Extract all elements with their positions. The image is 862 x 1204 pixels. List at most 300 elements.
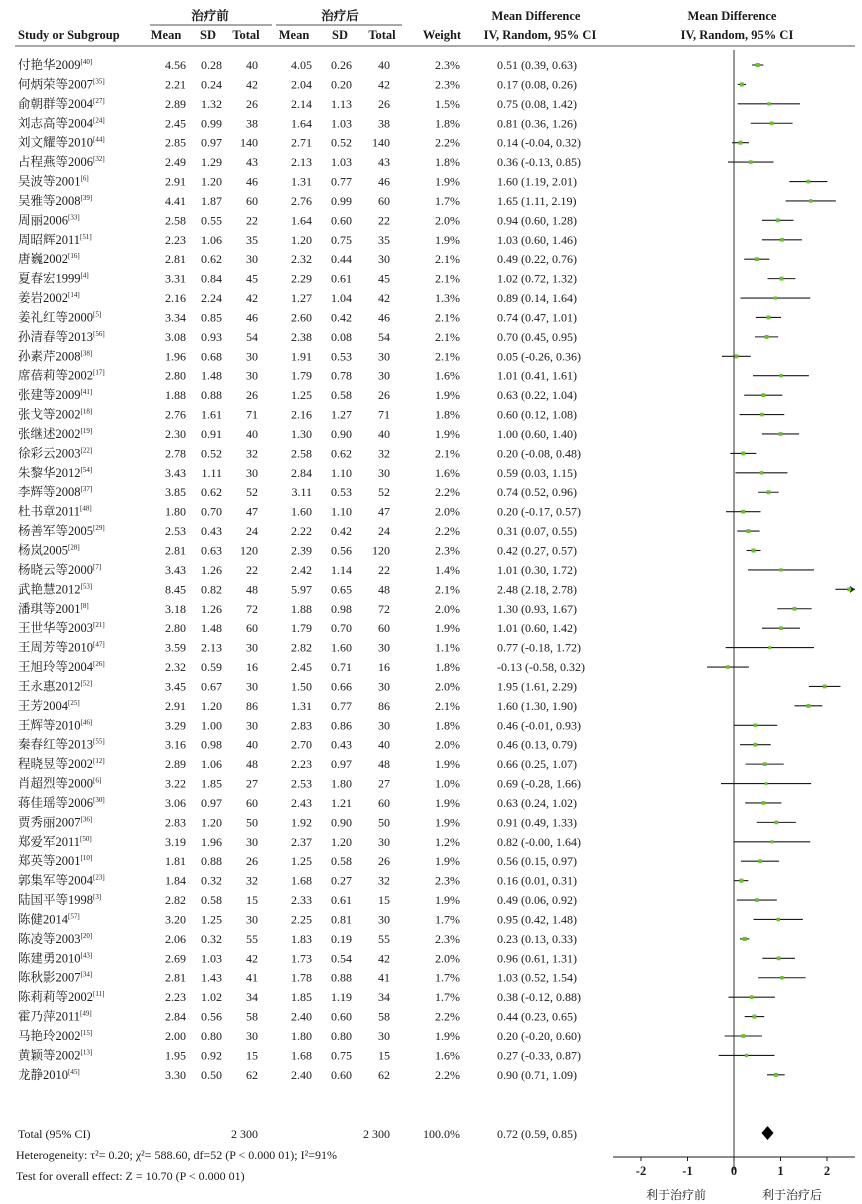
exp-mean: 2.83 — [165, 815, 186, 830]
weight: 1.0% — [435, 776, 460, 791]
study-name-text: 王旭玲等2004 — [18, 660, 94, 675]
total-label: Total (95% CI) — [18, 1127, 91, 1141]
point-estimate — [761, 801, 765, 805]
exp-mean: 2.82 — [165, 893, 186, 908]
exp-total: 38 — [246, 116, 258, 131]
ctrl-total: 60 — [378, 193, 390, 208]
ctrl-mean: 1.88 — [291, 601, 312, 616]
md-ci: 1.03 (0.60, 1.46) — [497, 232, 577, 247]
study-name — [18, 970, 92, 985]
weight: 1.9% — [435, 388, 460, 403]
ctrl-mean: 2.76 — [291, 193, 312, 208]
ctrl-mean: 2.04 — [291, 77, 312, 92]
ctrl-total: 30 — [378, 912, 390, 927]
exp-total: 26 — [246, 96, 258, 111]
ctrl-sd: 0.27 — [331, 873, 352, 888]
md-ci: 0.51 (0.39, 0.63) — [497, 58, 577, 72]
weight: 1.7% — [435, 193, 460, 208]
exp-sd: 0.92 — [201, 1048, 222, 1063]
point-estimate — [770, 121, 774, 125]
study-name — [18, 950, 92, 965]
table-row — [18, 484, 577, 499]
exp-sd: 0.67 — [201, 679, 222, 694]
ctrl-total: 46 — [378, 310, 390, 325]
point-estimate — [741, 451, 745, 455]
weight: 1.6% — [435, 465, 460, 480]
exp-sd: 1.20 — [201, 815, 222, 830]
study-ref: [28] — [68, 543, 80, 552]
weight: 1.9% — [435, 893, 460, 908]
ctrl-sd: 0.60 — [331, 1067, 352, 1082]
ctrl-sd: 0.66 — [331, 679, 352, 694]
table-row — [18, 892, 577, 907]
md-ci: 0.14 (-0.04, 0.32) — [497, 135, 581, 150]
study-name-text: 孙素芹2008 — [18, 349, 81, 364]
study-name-text: 武艳慧2012 — [18, 582, 81, 597]
exp-mean: 2.89 — [165, 757, 186, 772]
ctrl-mean: 1.64 — [291, 213, 312, 228]
table-row — [18, 523, 577, 538]
table-row — [18, 853, 577, 868]
ctrl-mean: 2.58 — [291, 446, 312, 461]
point-estimate — [767, 102, 770, 105]
study-ref: [12] — [93, 757, 105, 766]
study-ref: [51] — [80, 232, 92, 241]
ctrl-sd: 1.03 — [331, 155, 352, 170]
weight: 2.2% — [435, 1067, 460, 1082]
weight: 2.0% — [435, 601, 460, 616]
total-n1: 2 300 — [231, 1127, 258, 1141]
exp-mean: 2.81 — [165, 252, 186, 267]
exp-mean: 3.19 — [165, 834, 186, 849]
md-ci: 0.82 (-0.00, 1.64) — [497, 834, 581, 849]
study-name-text: 马艳玲2002 — [18, 1029, 81, 1043]
exp-mean: 3.06 — [165, 795, 186, 810]
exp-sd: 1.20 — [201, 698, 222, 713]
exp-sd: 1.03 — [201, 951, 222, 966]
exp-mean: 3.59 — [165, 640, 186, 655]
weight: 2.2% — [435, 524, 460, 539]
mean2-header: Mean — [278, 28, 310, 42]
ctrl-total: 27 — [378, 776, 390, 791]
md-ci: 0.66 (0.25, 1.07) — [497, 757, 577, 772]
study-name-text: 杨晓云等2000 — [18, 562, 94, 577]
group-ctrl-header: 治疗后 — [321, 9, 359, 23]
point-estimate — [739, 141, 743, 145]
study-name — [18, 57, 92, 72]
exp-total: 26 — [246, 388, 258, 403]
exp-mean: 3.08 — [165, 329, 186, 344]
ctrl-sd: 0.80 — [331, 1029, 352, 1043]
exp-mean: 1.84 — [165, 873, 186, 888]
weight: 1.8% — [435, 116, 460, 131]
weight: 1.9% — [435, 1029, 460, 1043]
ctrl-sd: 0.71 — [331, 660, 352, 675]
exp-sd: 1.48 — [201, 368, 222, 383]
study-name-text: 王周芳等2010 — [18, 640, 94, 655]
point-estimate — [779, 568, 782, 571]
x-tick-label: -1 — [682, 1164, 693, 1178]
exp-mean: 2.23 — [165, 232, 186, 247]
exp-mean: 2.80 — [165, 368, 186, 383]
table-row — [18, 76, 577, 91]
exp-total: 72 — [246, 601, 258, 616]
study-ref: [17] — [93, 368, 105, 377]
study-name-text: 张戈等2002 — [18, 407, 81, 422]
ctrl-sd: 0.60 — [331, 213, 352, 228]
exp-total: 30 — [246, 718, 258, 733]
table-row — [18, 193, 577, 208]
study-ref: [38] — [80, 349, 93, 358]
point-estimate — [765, 335, 769, 339]
study-name — [18, 446, 92, 460]
x-tick-label: 2 — [823, 1164, 831, 1178]
ctrl-sd: 0.65 — [331, 582, 352, 597]
exp-sd: 0.63 — [201, 543, 222, 558]
ctrl-mean: 2.43 — [291, 795, 312, 810]
point-estimate — [755, 898, 759, 902]
ctrl-total: 30 — [378, 349, 390, 364]
study-name-text: 陈莉莉等2002 — [18, 990, 94, 1005]
ctrl-sd: 0.52 — [331, 135, 352, 150]
exp-sd: 1.06 — [201, 757, 222, 772]
exp-sd: 0.50 — [201, 1067, 222, 1082]
md-ci: 0.27 (-0.33, 0.87) — [497, 1048, 581, 1063]
ctrl-total: 35 — [378, 232, 390, 247]
exp-total: 42 — [246, 77, 258, 92]
exp-total: 26 — [246, 854, 258, 869]
table-row — [18, 57, 577, 72]
point-estimate — [726, 665, 730, 669]
study-name-text: 王芳2004 — [18, 698, 69, 713]
md-ci: 1.01 (0.60, 1.42) — [497, 621, 577, 636]
md-ci: 0.49 (0.22, 0.76) — [497, 252, 577, 267]
point-estimate — [780, 976, 784, 980]
exp-mean: 8.45 — [165, 582, 186, 597]
ctrl-sd: 0.97 — [331, 757, 352, 772]
ctrl-total: 41 — [378, 970, 390, 985]
study-name — [18, 543, 80, 558]
study-ref: [55] — [93, 737, 105, 746]
weight: 1.8% — [435, 155, 460, 170]
exp-total: 60 — [246, 621, 258, 636]
exp-total: 71 — [246, 407, 258, 422]
weight: 1.9% — [435, 757, 460, 772]
exp-total: 140 — [240, 135, 258, 150]
exp-total: 40 — [246, 737, 258, 752]
point-estimate — [766, 316, 770, 320]
table-row — [18, 1047, 581, 1062]
exp-total: 62 — [246, 1067, 258, 1082]
ctrl-total: 52 — [378, 485, 390, 500]
ctrl-total: 140 — [372, 135, 390, 150]
study-name — [18, 738, 105, 752]
weight-header: Weight — [422, 28, 462, 42]
exp-sd: 0.24 — [201, 77, 222, 92]
md-ci: 1.95 (1.61, 2.29) — [497, 679, 577, 694]
study-name — [18, 892, 101, 907]
exp-total: 47 — [246, 504, 258, 519]
point-estimate — [760, 413, 764, 417]
exp-mean: 2.00 — [165, 1029, 186, 1043]
ctrl-mean: 5.97 — [291, 582, 312, 597]
study-name — [18, 911, 80, 926]
table-row — [18, 348, 581, 363]
ctrl-mean: 1.83 — [291, 931, 312, 946]
exp-mean: 2.16 — [165, 291, 186, 306]
exp-sd: 1.06 — [201, 232, 222, 247]
exp-total: 30 — [246, 912, 258, 927]
ctrl-mean: 2.71 — [291, 135, 312, 150]
study-name — [18, 523, 105, 538]
ctrl-mean: 1.68 — [291, 873, 312, 888]
md-ci: 0.81 (0.36, 1.26) — [497, 116, 577, 131]
study-ref: [8] — [80, 601, 89, 610]
ctrl-total: 48 — [378, 582, 390, 597]
study-name-text: 朱黎华2012 — [18, 465, 81, 480]
md-ci: 1.60 (1.19, 2.01) — [497, 174, 577, 189]
study-ref: [57] — [68, 912, 80, 921]
study-ref: [41] — [80, 388, 93, 397]
md-ci: 1.60 (1.30, 1.90) — [497, 698, 577, 713]
weight: 2.0% — [435, 504, 460, 519]
point-estimate — [755, 257, 759, 261]
ctrl-total: 50 — [378, 815, 390, 830]
exp-sd: 0.82 — [201, 582, 222, 597]
study-ref: [33] — [68, 213, 80, 222]
ctrl-total: 26 — [378, 96, 390, 111]
point-estimate — [739, 879, 743, 883]
exp-sd: 1.25 — [201, 912, 222, 927]
ctrl-total: 26 — [378, 388, 390, 403]
table-row — [18, 581, 577, 596]
ctrl-mean: 3.11 — [291, 485, 312, 500]
exp-total: 42 — [246, 951, 258, 966]
weight: 2.2% — [435, 485, 460, 500]
weight: 1.7% — [435, 990, 460, 1005]
exp-total: 22 — [246, 562, 258, 577]
ctrl-total: 34 — [378, 990, 390, 1005]
table-row — [18, 232, 577, 247]
exp-total: 50 — [246, 815, 258, 830]
study-name-text: 王辉等2010 — [18, 718, 81, 733]
weight: 1.9% — [435, 854, 460, 869]
x-tick-label: 1 — [777, 1164, 784, 1178]
total-ci: 0.72 (0.59, 0.85) — [497, 1127, 577, 1141]
study-name — [18, 251, 80, 266]
table-row — [18, 446, 581, 460]
table-row — [18, 407, 577, 422]
point-estimate — [734, 354, 738, 358]
md-ci: 0.20 (-0.20, 0.60) — [497, 1029, 581, 1043]
table-row — [18, 834, 581, 849]
ctrl-total: 32 — [378, 446, 390, 461]
study-ref: [27] — [93, 96, 105, 105]
study-name-text: 杨善军等2005 — [18, 524, 94, 539]
study-name-text: 黄颖等2002 — [18, 1048, 81, 1063]
md-ci: 0.38 (-0.12, 0.88) — [497, 990, 581, 1005]
study-col-header: Study or Subgroup — [18, 28, 120, 42]
exp-total: 45 — [246, 271, 258, 286]
x-tick-label: -2 — [635, 1164, 647, 1178]
exp-mean: 2.78 — [165, 446, 186, 461]
study-ref: [24] — [93, 116, 105, 125]
md-ci: 1.00 (0.60, 1.40) — [497, 426, 577, 441]
total1-header: Total — [232, 28, 260, 42]
md-ci: 0.59 (0.03, 1.15) — [497, 465, 577, 480]
point-estimate — [745, 1054, 748, 1057]
ctrl-sd: 1.21 — [331, 795, 352, 810]
ctrl-total: 30 — [378, 465, 390, 480]
ctrl-total: 62 — [378, 1067, 390, 1082]
study-ref: [25] — [68, 698, 80, 707]
md-ci: 0.31 (0.07, 0.55) — [497, 524, 577, 539]
ctrl-total: 26 — [378, 854, 390, 869]
table-row — [18, 329, 577, 344]
exp-sd: 1.20 — [201, 174, 222, 189]
weight: 2.3% — [435, 543, 460, 558]
exp-mean: 2.58 — [165, 213, 186, 228]
exp-mean: 2.32 — [165, 660, 186, 675]
ctrl-mean: 2.70 — [291, 737, 312, 752]
study-ref: [15] — [80, 1029, 93, 1037]
study-ref: [3] — [93, 893, 102, 902]
md-ci: 0.90 (0.71, 1.09) — [497, 1067, 577, 1082]
ctrl-total: 22 — [378, 213, 390, 228]
study-ref: [39] — [80, 193, 93, 202]
ctrl-mean: 2.32 — [291, 252, 312, 267]
ctrl-sd: 0.53 — [331, 485, 352, 500]
point-estimate — [809, 199, 813, 203]
study-ref: [30] — [93, 795, 105, 804]
exp-total: 46 — [246, 310, 258, 325]
weight: 1.9% — [435, 426, 460, 441]
weight: 2.2% — [435, 135, 460, 150]
ctrl-mean: 1.78 — [291, 970, 312, 985]
pooled-diamond — [761, 1126, 773, 1140]
ctrl-mean: 2.53 — [291, 776, 312, 791]
study-ref: [47] — [93, 640, 105, 649]
study-name-text: 付艳华2009 — [18, 58, 81, 72]
ctrl-sd: 0.77 — [331, 174, 352, 189]
point-estimate — [761, 393, 765, 397]
ctrl-sd: 0.53 — [331, 349, 352, 364]
point-estimate — [776, 218, 780, 222]
exp-total: 15 — [246, 1048, 258, 1063]
exp-sd: 0.28 — [201, 58, 222, 72]
study-ref: [6] — [93, 776, 102, 785]
exp-total: 35 — [246, 232, 258, 247]
ctrl-total: 16 — [378, 660, 390, 675]
ctrl-total: 58 — [378, 1009, 390, 1024]
exp-sd: 0.84 — [201, 271, 222, 286]
md-ci: 0.20 (-0.08, 0.48) — [497, 446, 581, 461]
study-name — [18, 484, 92, 499]
ctrl-total: 86 — [378, 698, 390, 713]
table-row — [18, 950, 577, 965]
weight: 2.3% — [435, 931, 460, 946]
md-ci: 1.02 (0.72, 1.32) — [497, 271, 577, 286]
exp-sd: 1.96 — [201, 834, 222, 849]
weight: 2.1% — [435, 349, 460, 364]
ctrl-sd: 0.98 — [331, 601, 352, 616]
table-row — [18, 272, 577, 286]
exp-total: 30 — [246, 465, 258, 480]
study-name-text: 郑爱军2011 — [18, 834, 81, 849]
table-row — [18, 426, 577, 441]
md-sub-header: IV, Random, 95% CI — [483, 28, 597, 42]
exp-sd: 1.48 — [201, 621, 222, 636]
ctrl-sd: 0.58 — [331, 854, 352, 869]
ctrl-total: 42 — [378, 77, 390, 92]
ctrl-mean: 2.42 — [291, 562, 312, 577]
exp-mean: 2.23 — [165, 990, 186, 1005]
ctrl-sd: 0.44 — [331, 252, 352, 267]
exp-mean: 2.91 — [165, 698, 186, 713]
ctrl-total: 22 — [378, 562, 390, 577]
weight: 1.2% — [435, 834, 460, 849]
md-ci: 0.16 (0.01, 0.31) — [497, 873, 577, 888]
ctrl-sd: 0.86 — [331, 718, 352, 733]
ctrl-mean: 1.27 — [291, 291, 312, 306]
ctrl-sd: 0.75 — [331, 1048, 352, 1063]
study-ref: [23] — [93, 873, 105, 882]
ctrl-mean: 2.16 — [291, 407, 312, 422]
study-ref: [54] — [80, 465, 93, 474]
ctrl-total: 54 — [378, 329, 390, 344]
exp-mean: 2.49 — [165, 155, 186, 170]
exp-sd: 0.68 — [201, 349, 222, 364]
ctrl-total: 48 — [378, 757, 390, 772]
ctrl-sd: 0.42 — [331, 310, 352, 325]
exp-mean: 3.18 — [165, 601, 186, 616]
study-name-text: 李辉等2008 — [18, 485, 81, 500]
ctrl-total: 30 — [378, 368, 390, 383]
study-ref: [16] — [68, 252, 80, 261]
ctrl-total: 15 — [378, 893, 390, 908]
ctrl-mean: 2.45 — [291, 660, 312, 675]
exp-mean: 3.22 — [165, 776, 186, 791]
ctrl-mean: 1.80 — [291, 1029, 312, 1043]
table-row — [18, 465, 577, 480]
study-ref: [45] — [68, 1067, 80, 1076]
study-name-text: 龙静2010 — [18, 1067, 69, 1082]
study-name — [18, 174, 89, 189]
md-ci: 0.05 (-0.26, 0.36) — [497, 349, 581, 364]
sd1-header: SD — [200, 28, 216, 42]
study-ref: [56] — [93, 329, 105, 338]
ctrl-sd: 1.10 — [331, 465, 352, 480]
exp-mean: 3.31 — [165, 271, 186, 286]
study-name — [18, 465, 92, 480]
study-name — [18, 348, 92, 363]
ctrl-mean: 4.05 — [291, 58, 312, 72]
table-row — [18, 641, 581, 655]
md-ci: 1.01 (0.41, 1.61) — [497, 368, 577, 383]
ctrl-sd: 1.14 — [331, 562, 352, 577]
exp-sd: 1.85 — [201, 776, 222, 791]
table-row — [18, 911, 577, 926]
table-row — [18, 989, 581, 1004]
study-name — [18, 659, 105, 674]
weight: 2.3% — [435, 77, 460, 92]
point-estimate — [774, 1073, 778, 1077]
exp-sd: 0.52 — [201, 446, 222, 461]
table-row — [18, 309, 577, 324]
study-ref: [11] — [93, 990, 105, 999]
exp-total: 22 — [246, 213, 258, 228]
ctrl-sd: 0.81 — [331, 912, 352, 927]
